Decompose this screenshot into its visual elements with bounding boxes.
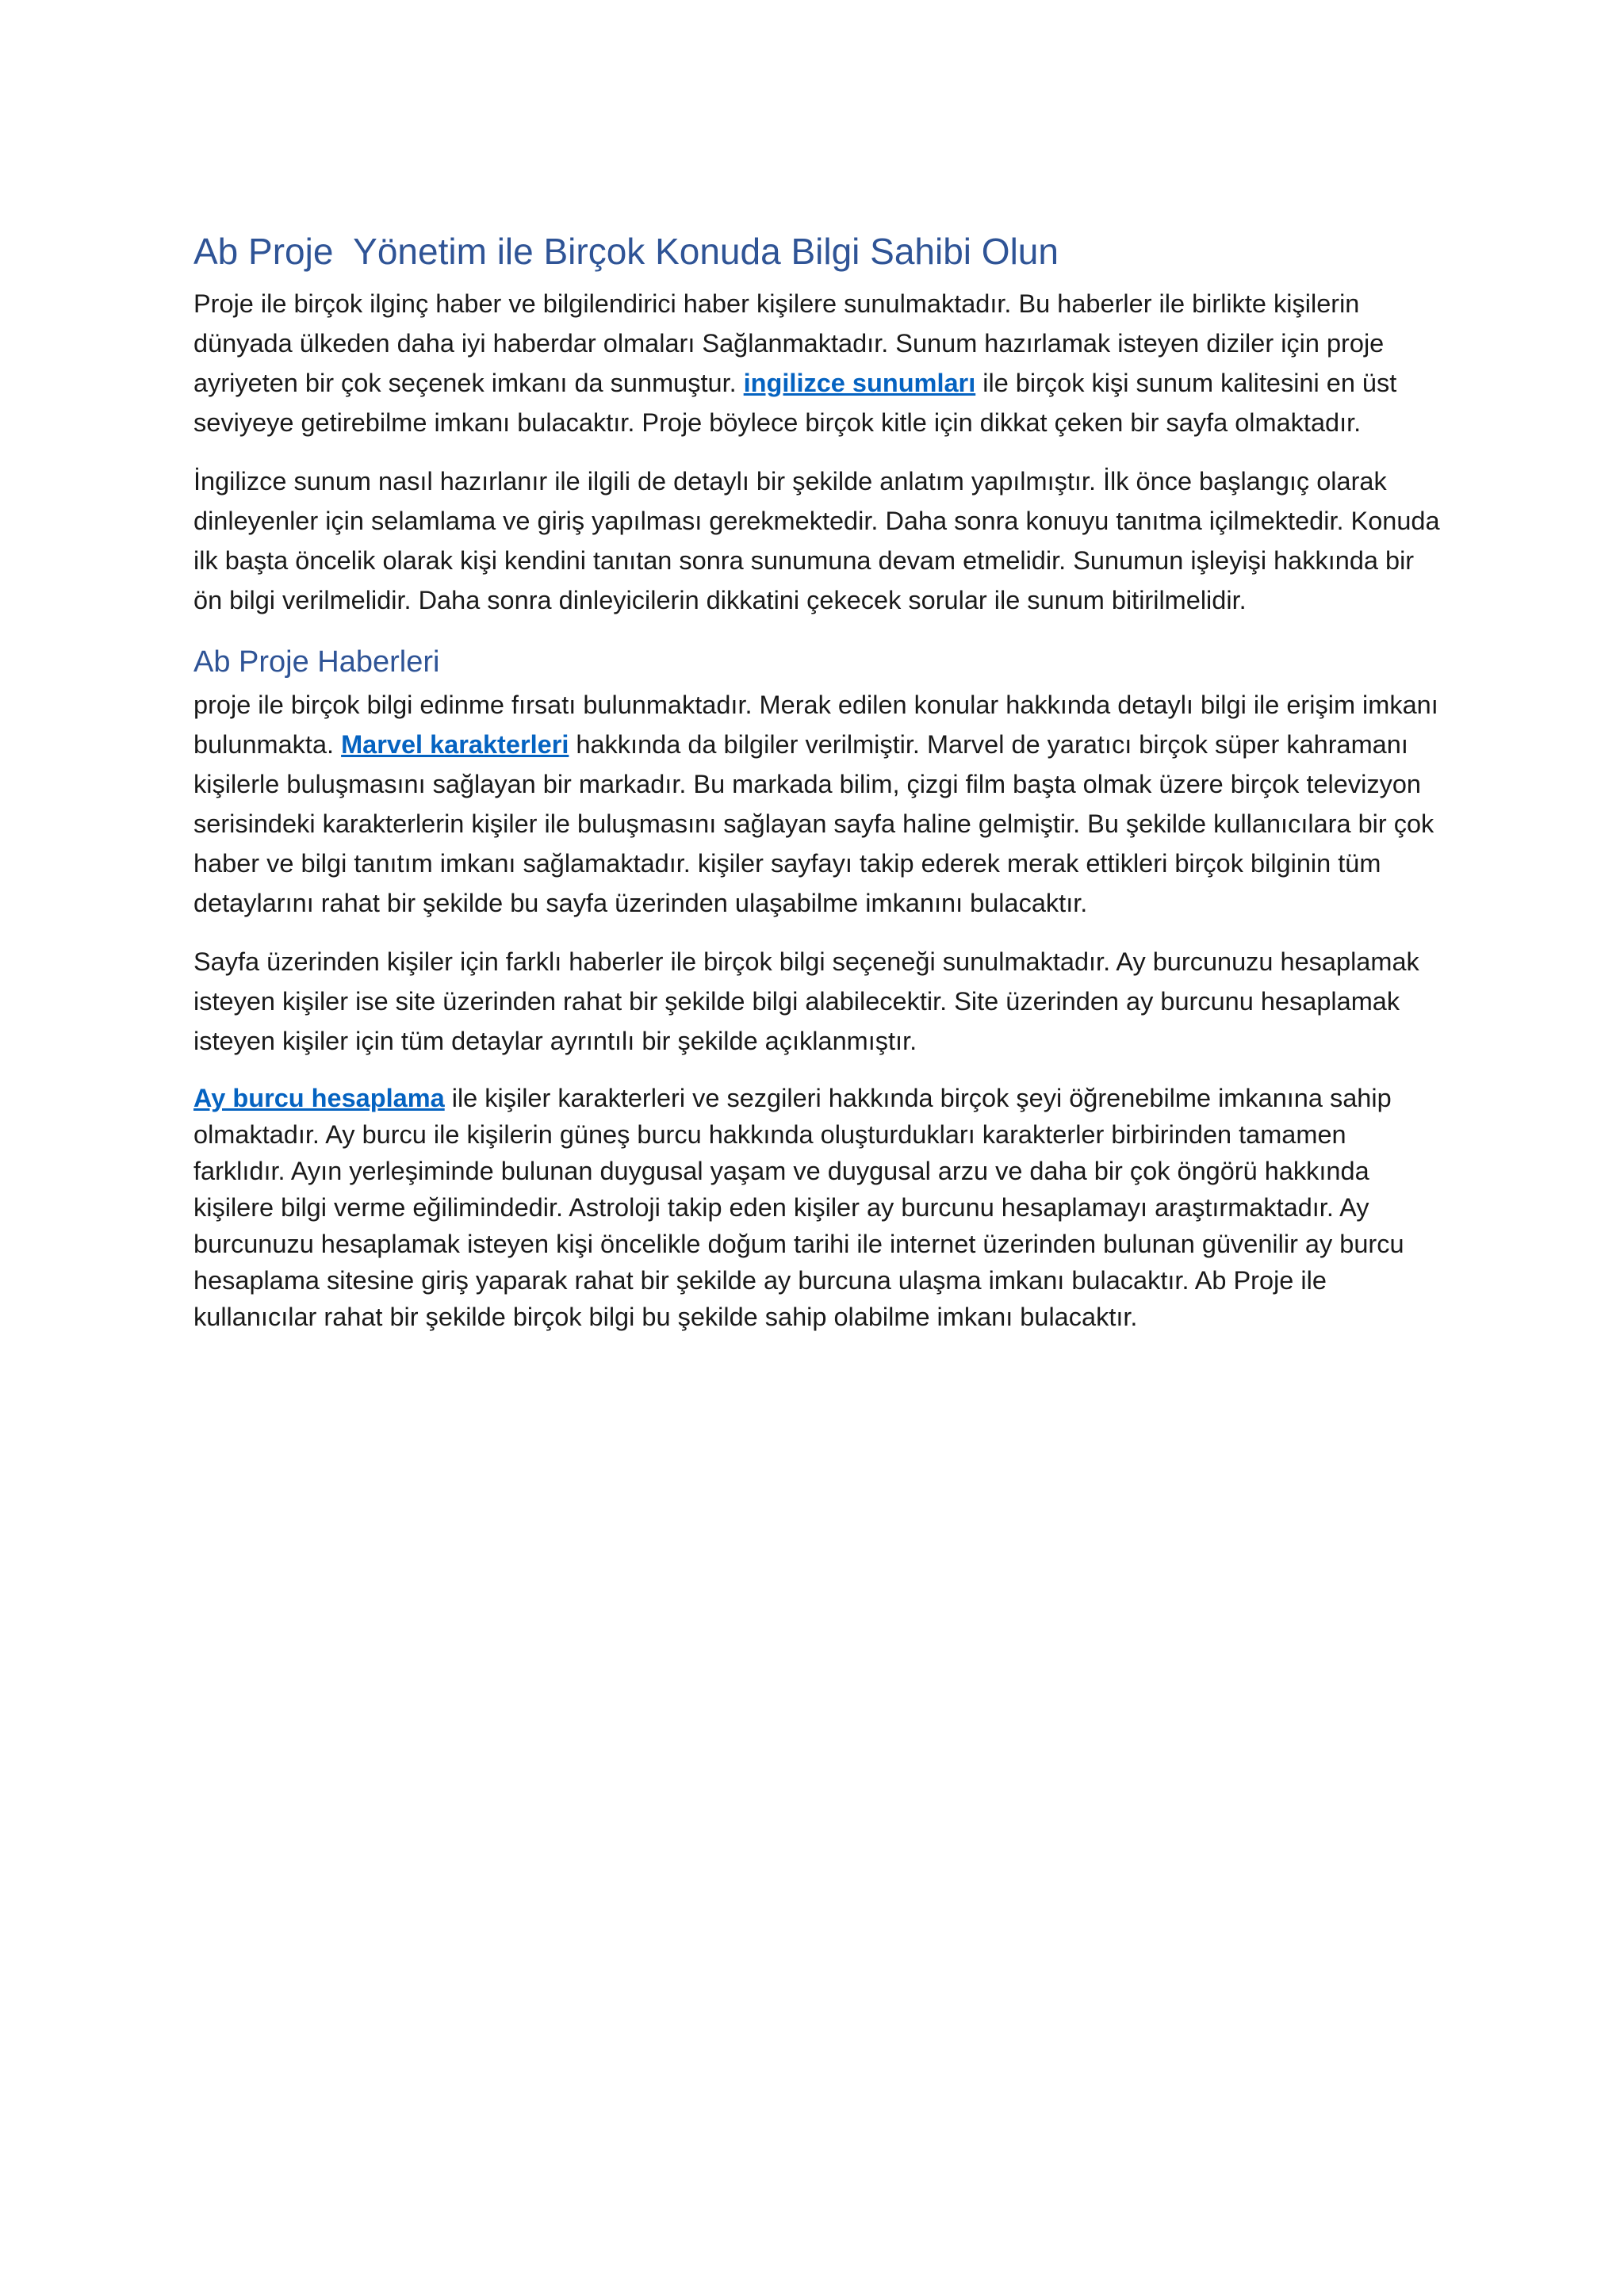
section-heading: Ab Proje Haberleri (193, 645, 440, 679)
paragraph-text: hakkında da bilgiler verilmiştir. Marvel de yaratıcı birçok süper kahramanı kişilerle buluşmasını sağlayan bir markadır. Bu markada bilim, çizgi film başta olmak üzere birçok televizyon serisindeki karakterlerin kişiler ile buluşmasını sağlayan sayfa haline gelmiştir. Bu şekilde kullanıcılara bir çok haber ve bilgi tanıtım imkanı sağlamaktadır. kişiler sayfayı takip ederek merak ettikleri birçok bilginin tüm detaylarını rahat bir şekilde bu sayfa üzerinden ulaşabilme imkanını bulacaktır. (193, 730, 1434, 917)
link-ingilizce-sunumlari[interactable]: ingilizce sunumları (743, 369, 976, 397)
paragraph-ingilizce-sunum: İngilizce sunum nasıl hazırlanır ile ilgili de detaylı bir şekilde anlatım yapılmıştır. İlk önce başlangıç olarak dinleyenler için selamlama ve giriş yapılması gerekmektedir. Daha sonra konuyu tanıtma içilmektedir. Konuda ilk başta öncelik olarak kişi kendini tanıtan sonra sunumuna devam etmelidir. Sunumun işleyişi hakkında bir ön bilgi verilmelidir. Daha sonra dinleyicilerin dikkatini çekecek sorular ile sunum bitirilmelidir. (193, 467, 1440, 614)
document-content (193, 224, 1440, 1354)
paragraph-intro (193, 284, 1440, 442)
paragraph-ay-burcu (193, 1080, 1440, 1335)
page-title: Ab Proje Yönetim ile Birçok Konuda Bilgi Sahibi Olun (193, 231, 1059, 272)
paragraph-sayfa: Sayfa üzerinden kişiler için farklı haberler ile birçok bilgi seçeneği sunulmaktadır. Ay burcunuzu hesaplamak isteyen kişiler ise site üzerinden rahat bir şekilde bilgi alabilecektir. Site üzerinden ay burcunu hesaplamak isteyen kişiler için tüm detaylar ayrıntılı bir şekilde açıklanmıştır. (193, 947, 1419, 1055)
link-marvel-karakterleri[interactable]: Marvel karakterleri (341, 730, 569, 759)
paragraph-text: ile birçok kişi sunum kalitesini en üst seviyeye getirebilme imkanı bulacaktır. Proje böylece birçok kitle için dikkat çeken bir sayfa olmaktadır. (193, 369, 1397, 437)
paragraph-text: Proje ile birçok ilginç haber ve bilgilendirici haber kişilere sunulmaktadır. Bu haberler ile birlikte kişilerin dünyada ülkeden daha iyi haberdar olmaları Sağlanmaktadır. Sunum hazırlamak isteyen diziler için proje ayriyeten bir çok seçenek imkanı da sunmuştur. (193, 289, 1385, 397)
paragraph-haberler (193, 685, 1440, 923)
paragraph-text: proje ile birçok bilgi edinme fırsatı bulunmaktadır. Merak edilen konular hakkında detaylı bilgi ile erişim imkanı bulunmakta. (193, 691, 1438, 759)
link-ay-burcu-hesaplama[interactable]: Ay burcu hesaplama (193, 1084, 445, 1112)
paragraph-text: ile kişiler karakterleri ve sezgileri hakkında birçok şeyi öğrenebilme imkanına sahip olmaktadır. Ay burcu ile kişilerin güneş burcu hakkında oluşturdukları karakterler birbirinden tamamen farklıdır. Ayın yerleşiminde bulunan duygusal yaşam ve duygusal arzu ve daha bir çok öngörü hakkında kişilere bilgi verme eğilimindedir. Astroloji takip eden kişiler ay burcunu hesaplamayı araştırmaktadır. Ay burcunuzu hesaplamak isteyen kişi öncelikle doğum tarihi ile internet üzerinden bulunan güvenilir ay burcu hesaplama sitesine giriş yaparak rahat bir şekilde ay burcuna ulaşma imkanı bulacaktır. Ab Proje ile kullanıcılar rahat bir şekilde birçok bilgi bu şekilde sahip olabilme imkanı bulacaktır. (193, 1084, 1404, 1331)
